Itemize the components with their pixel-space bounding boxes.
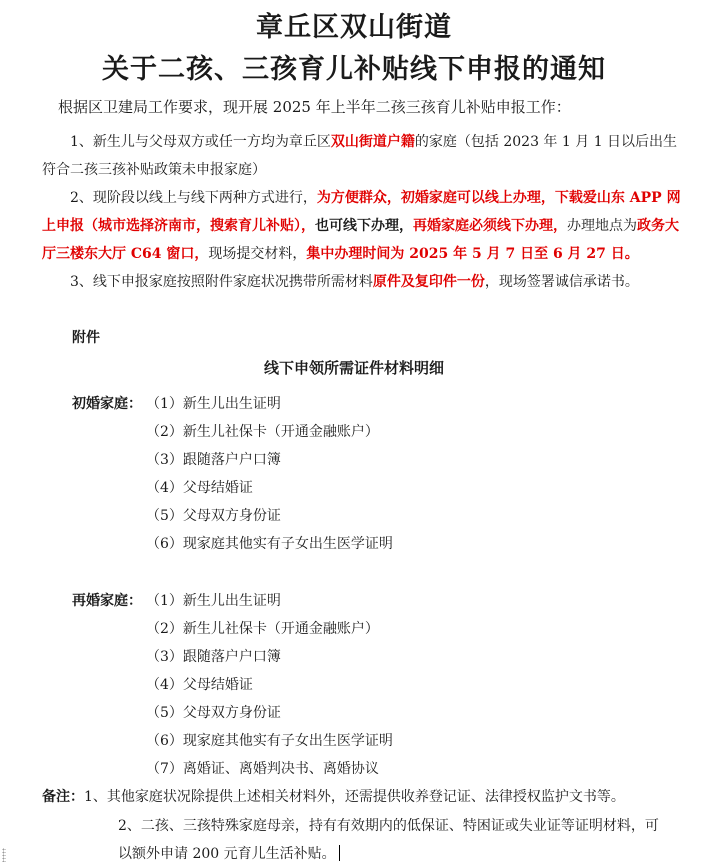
note-1: 1、其他家庭状况除提供上述相关材料外，还需提供收养登记证、法律授权监护文书等。 [84, 789, 625, 805]
remarriage-item: （2）新生儿社保卡（开通金融账户） [146, 621, 379, 637]
first-marriage-item: （2）新生儿社保卡（开通金融账户） [146, 424, 379, 440]
remarriage-item: （1）新生儿出生证明 [146, 593, 281, 609]
remarriage-label: 再婚家庭： [72, 593, 142, 609]
point-2-highlight-b: 为方便群众，初婚家庭可以线上办理，下载爱山东 APP 网上申报（城市选择济南市，搜索育儿补贴）， [42, 190, 681, 234]
remarriage-item: （3）跟随落户户口簿 [146, 649, 281, 665]
point-3 [70, 268, 639, 296]
attachment-title: 线下申领所需证件材料明细 [263, 359, 444, 377]
attachment-label: 附件 [72, 330, 100, 346]
title-line-2: 关于二孩、三孩育儿补贴线下申报的通知 [102, 54, 606, 85]
first-marriage-item: （5）父母双方身份证 [146, 508, 281, 524]
point-3-text-c: ，现场签署诚信承诺书。 [484, 274, 639, 290]
margin-marker [2, 848, 6, 862]
point-1-text-c: 的家庭（包括 2023 年 1 月 1 日以后出生符合二孩三孩补贴政策未申报家庭） [42, 134, 678, 178]
point-2-text-a: 2、现阶段以线上与线下两种方式进行， [70, 190, 317, 206]
note-2-line-2 [118, 840, 340, 868]
title-line-1: 章丘区双山街道 [256, 12, 452, 43]
point-2-text-c: 也可线下办理， [315, 218, 413, 234]
intro-text: 根据区卫建局工作要求，现开展 2025 年上半年二孩三孩育儿补贴申报工作： [58, 98, 571, 116]
notes-label: 备注： [42, 789, 84, 805]
first-marriage-item: （1）新生儿出生证明 [146, 396, 281, 412]
remarriage-item: （4）父母结婚证 [146, 677, 253, 693]
point-3-text-a: 3、线下申报家庭按照附件家庭状况携带所需材料 [70, 274, 373, 290]
point-2-highlight-h: 集中办理时间为 2025 年 5 月 7 日至 6 月 27 日。 [306, 246, 639, 262]
point-2-text-g: 现场提交材料， [208, 246, 307, 262]
first-marriage-item: （3）跟随落户户口簿 [146, 452, 281, 468]
point-1-text-a: 1、新生儿与父母双方或任一方均为章丘区 [70, 134, 331, 150]
point-2 [42, 184, 682, 268]
point-3-highlight: 原件及复印件一份 [372, 274, 485, 290]
note-2-line-1: 2、二孩、三孩特殊家庭母亲，持有有效期内的低保证、特困证或失业证等证明材料，可 [118, 818, 659, 834]
point-2-text-e: 办理地点为 [567, 218, 637, 234]
first-marriage-item: （4）父母结婚证 [146, 480, 253, 496]
remarriage-item: （6）现家庭其他实有子女出生医学证明 [146, 733, 393, 749]
notes-line-1 [42, 783, 625, 811]
remarriage-item: （5）父母双方身份证 [146, 705, 281, 721]
text-cursor [339, 845, 341, 861]
first-marriage-label: 初婚家庭： [72, 396, 142, 412]
point-2-highlight-d: 再婚家庭必须线下办理， [413, 218, 567, 234]
first-marriage-item: （6）现家庭其他实有子女出生医学证明 [146, 536, 393, 552]
point-2-highlight-f: 政务大厅三楼东大厅 C64 窗口， [42, 218, 679, 262]
point-1-highlight: 双山街道户籍 [330, 134, 415, 150]
remarriage-item: （7）离婚证、离婚判决书、离婚协议 [146, 761, 379, 777]
note-2-line-2-text: 以额外申请 200 元育儿生活补贴。 [118, 846, 336, 862]
point-1 [42, 128, 682, 184]
